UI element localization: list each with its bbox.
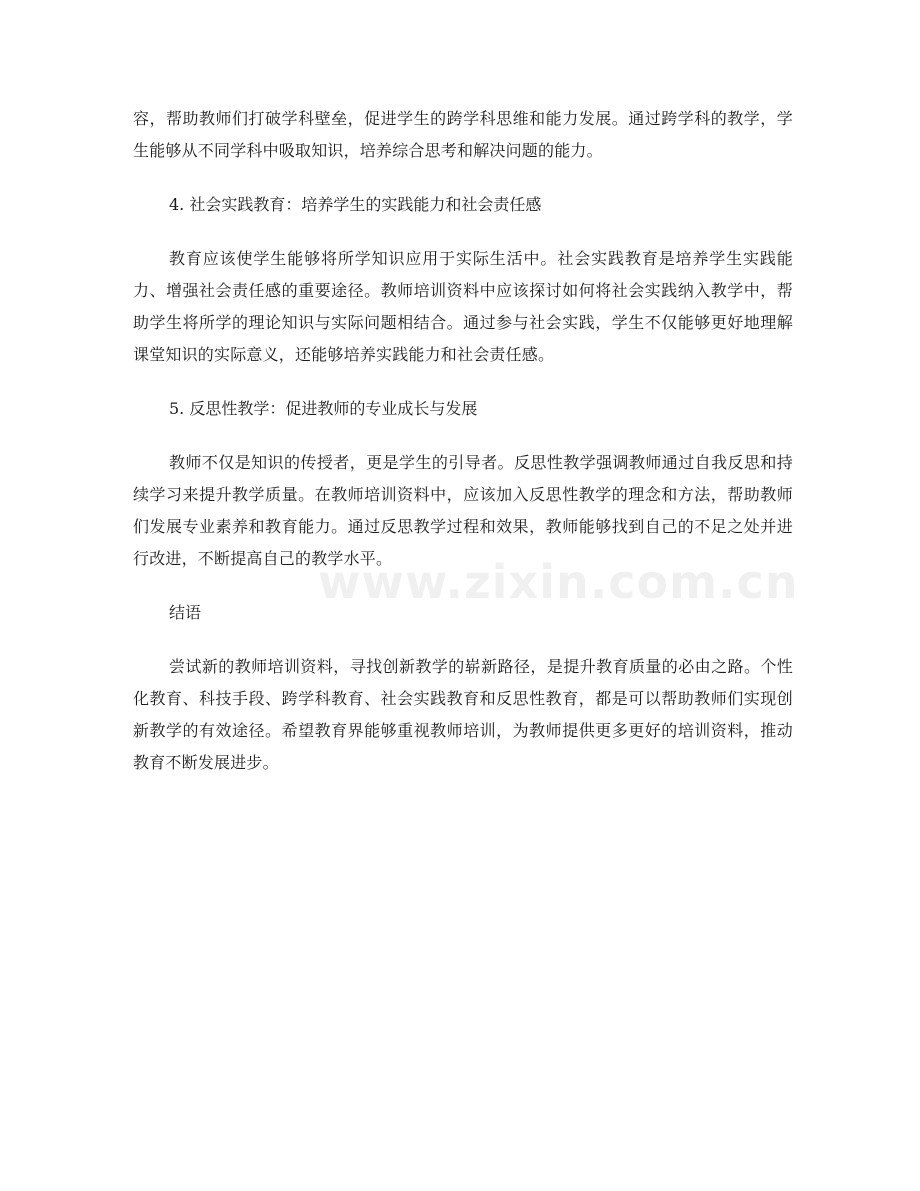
section-heading-social-practice: 4. 社会实践教育：培养学生的实践能力和社会责任感 — [169, 195, 542, 214]
document-body — [133, 103, 793, 779]
paragraph-interdisciplinary-end: 容，帮助教师们打破学科壁垒，促进学生的跨学科思维和能力发展。通过跨学科的教学，学生能够从不同学科中吸取知识，培养综合思考和解决问题的能力。 — [133, 109, 793, 160]
paragraph-reflective-teaching: 教师不仅是知识的传授者，更是学生的引导者。反思性教学强调教师通过自我反思和持续学习来提升教学质量。在教师培训资料中，应该加入反思性教学的理念和方法，帮助教师们发展专业素养和教育能力。通过反思教学过程和效果，教师能够找到自己的不足之处并进行改进，不断提高自己的教学水平。 — [133, 453, 793, 568]
watermark: www.zixin.com.cn — [318, 555, 799, 609]
paragraph-social-practice: 教育应该使学生能够将所学知识应用于实际生活中。社会实践教育是培养学生实践能力、增强社会责任感的重要途径。教师培训资料中应该探讨如何将社会实践纳入教学中，帮助学生将所学的理论知识与实际问题相结合。通过参与社会实践，学生不仅能够更好地理解课堂知识的实际意义，还能够培养实践能力和社会责任感。 — [133, 249, 793, 364]
paragraph-conclusion: 尝试新的教师培训资料，寻找创新教学的崭新路径，是提升教育质量的必由之路。个性化教育、科技手段、跨学科教育、社会实践教育和反思性教育，都是可以帮助教师们实现创新教学的有效途径。希望教育界能够重视教师培训，为教师提供更多更好的培训资料，推动教育不断发展进步。 — [133, 657, 793, 772]
section-heading-conclusion: 结语 — [169, 603, 202, 622]
section-heading-reflective-teaching: 5. 反思性教学：促进教师的专业成长与发展 — [169, 399, 478, 418]
